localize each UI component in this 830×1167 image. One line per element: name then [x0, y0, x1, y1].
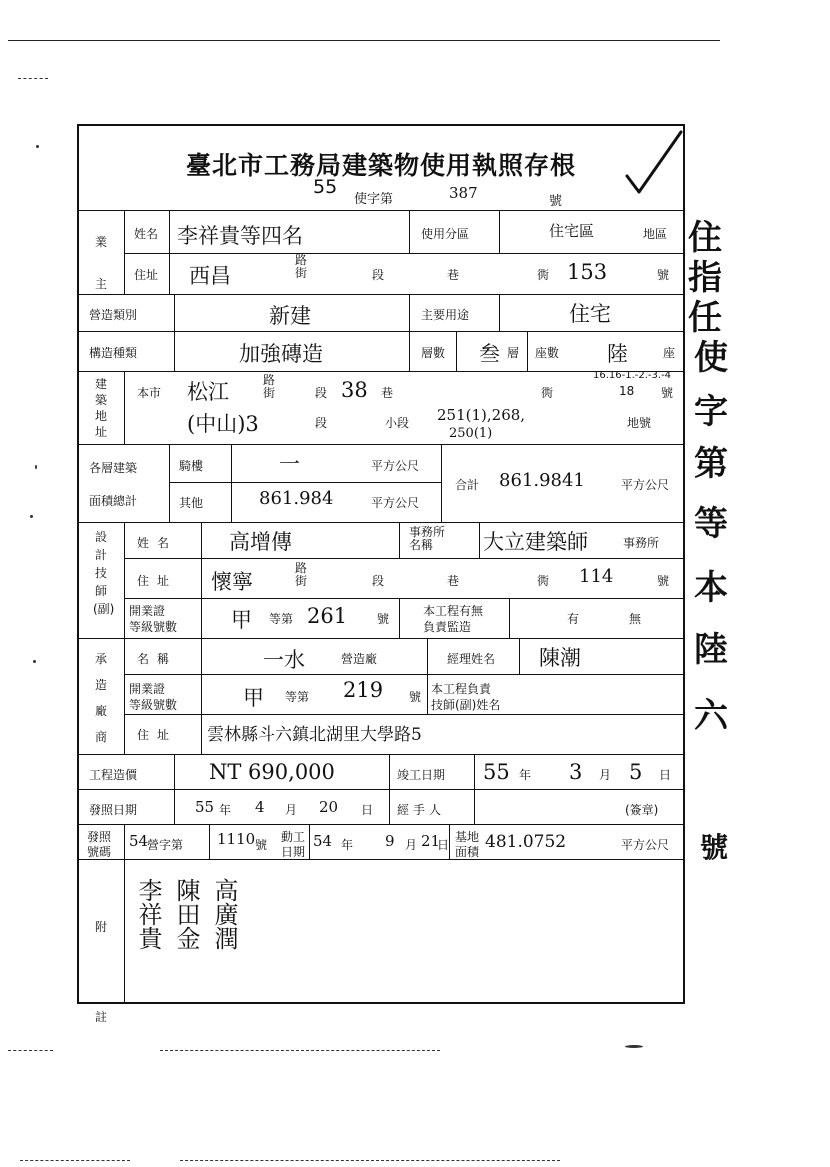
bp-hao-label: 號: [255, 838, 268, 852]
base-label-1: 基地: [455, 830, 480, 844]
layer-label: 層: [507, 346, 520, 360]
sidebar-char: 六: [694, 696, 728, 736]
site-lane-label: 巷: [381, 386, 394, 400]
designer-road: 懷寧: [211, 570, 253, 594]
issue-month: 4: [255, 798, 265, 816]
permit-year: 55: [313, 176, 338, 198]
permit-word: 使字第: [354, 192, 394, 207]
area-label-1: 各層建築: [89, 461, 138, 475]
designer-grade-number: 261: [307, 604, 348, 628]
cost-value: NT 690,000: [209, 760, 335, 784]
contractor-hao-label: 號: [409, 690, 422, 704]
firm-name: 大立建築師: [483, 530, 588, 554]
site-numbers: 16.16-1.-2.-3.-4: [593, 370, 672, 381]
hao-label: 號: [657, 268, 670, 282]
start-day-label: 日: [437, 838, 450, 852]
completion-month: 3: [569, 760, 583, 784]
supervise-label-1: 本工程有無: [423, 604, 484, 618]
scan-mark: [20, 1160, 130, 1161]
base-area: 481.0752: [485, 832, 567, 852]
name-label: 姓名: [134, 227, 159, 241]
main-use-value: 住宅: [569, 302, 611, 326]
this-city-label: 本市: [137, 386, 162, 400]
site-section-label: 段: [315, 386, 328, 400]
total-sqm: 平方公尺: [621, 478, 670, 492]
structure-value: 加強磚造: [239, 342, 323, 366]
note-name-3: 高廣潤: [210, 878, 238, 950]
scan-mark: [8, 1050, 53, 1051]
sidebar-char: 等: [694, 504, 728, 544]
supervise-yes: 有: [567, 612, 580, 626]
sidebar-char: 使: [694, 338, 728, 378]
manager-label: 經理姓名: [447, 652, 496, 666]
start-year: 54: [313, 832, 333, 850]
checkmark-icon: [625, 128, 685, 198]
other-sqm: 平方公尺: [371, 496, 420, 510]
address-label: 住址: [134, 268, 159, 282]
designer-alley-label: 衖: [537, 574, 550, 588]
floors-label: 層數: [421, 346, 446, 360]
completion-label: 竣工日期: [397, 768, 446, 782]
other-area: 861.984: [259, 488, 334, 509]
site-lot2: 250(1): [449, 426, 493, 441]
use-zone-label: 使用分區: [421, 227, 470, 241]
blocks-label: 座數: [535, 346, 560, 360]
scan-speck: [625, 1045, 643, 1048]
site-hao-label: 號: [661, 386, 674, 400]
bp-year: 54: [129, 832, 149, 850]
bp-label-2: 號碼: [87, 845, 112, 859]
supervise-label-2: 負責監造: [423, 620, 472, 634]
designer-number: 114: [579, 566, 614, 587]
designer-road-street-label: 路街: [295, 561, 308, 588]
total-area: 861.9841: [499, 470, 585, 491]
note-name-2: 陳田金: [172, 878, 200, 950]
supervise-no: 無: [629, 612, 642, 626]
scan-speck: [36, 145, 39, 148]
issue-month-label: 月: [285, 803, 298, 817]
license-label-2: 等級號數: [129, 620, 178, 634]
designer-name: 高增傳: [229, 530, 292, 554]
site-district-section: (中山)3: [187, 412, 259, 436]
site-alley-label: 衖: [541, 386, 554, 400]
base-sqm: 平方公尺: [621, 838, 670, 852]
start-year-label: 年: [341, 838, 354, 852]
base-label-2: 面積: [455, 845, 480, 859]
sidebar-char: 任: [688, 298, 722, 338]
top-scan-line: [8, 40, 720, 41]
contractor-address: 雲林縣斗六鎮北湖里大學路5: [207, 725, 422, 745]
start-month-label: 月: [405, 838, 418, 852]
issue-year: 55: [195, 798, 215, 816]
sidebar-char: 第: [694, 444, 728, 484]
alley-label: 衖: [537, 268, 550, 282]
scan-speck: [30, 515, 33, 518]
contractor-label: 承造廠商: [94, 652, 107, 744]
floors-value: 叁: [479, 342, 500, 366]
completion-day-label: 日: [659, 768, 672, 782]
land-no-label: 地號: [627, 416, 652, 430]
bp-word: 營字第: [147, 838, 184, 852]
scan-mark: [160, 1050, 440, 1051]
scan-speck: [35, 465, 37, 469]
sidebar-char: 本: [694, 568, 728, 608]
site-lot1: 251(1),268,: [437, 406, 526, 424]
manager-name: 陳潮: [539, 646, 581, 670]
lane-label: 巷: [447, 268, 460, 282]
contractor-license-1: 開業證: [129, 682, 166, 696]
contractor-name: 一水: [263, 648, 305, 672]
license-label-1: 開業證: [129, 604, 166, 618]
designer-grade-label: 等第: [269, 612, 294, 626]
notes-label: 附註: [94, 920, 107, 1024]
firm-suffix: 事務所: [623, 536, 660, 550]
sidebar-char: 住: [688, 218, 722, 258]
arcade-sqm: 平方公尺: [371, 459, 420, 473]
sidebar-end-char: 號: [700, 831, 729, 864]
permit-suffix: 號: [549, 194, 563, 209]
owner-number: 153: [567, 260, 608, 284]
completion-day: 5: [629, 760, 643, 784]
permit-number: 387: [449, 184, 478, 202]
contractor-grade-number: 219: [343, 678, 384, 702]
designer-lane-label: 巷: [447, 574, 460, 588]
form-title: 臺北市工務局建築物使用執照存根: [185, 151, 576, 180]
completion-year: 55: [483, 760, 510, 784]
arcade-area: 一: [279, 452, 300, 476]
start-month: 9: [385, 832, 395, 850]
blocks-value: 陸: [607, 342, 628, 366]
sidebar-char: 指: [688, 258, 722, 298]
designer-grade: 甲: [231, 608, 252, 632]
site-section2-label: 段: [315, 416, 328, 430]
seat-label: 座: [663, 346, 676, 360]
issue-day-label: 日: [361, 803, 374, 817]
issue-date-label: 發照日期: [89, 803, 138, 817]
zone-value: 住宅區: [549, 222, 595, 240]
site-number2: 18: [619, 384, 635, 398]
issue-day: 20: [319, 798, 339, 816]
contractor-name-label: 名稱: [137, 652, 178, 666]
owner-road: 西昌: [189, 264, 231, 288]
site-label: 建築地址: [94, 377, 107, 439]
site-lane-value: 38: [341, 378, 368, 402]
start-day: 21: [421, 832, 441, 850]
usage-permit-stub-form: [77, 124, 685, 1024]
scan-mark: [18, 78, 48, 79]
section-label: 段: [372, 268, 385, 282]
total-label: 合計: [455, 478, 480, 492]
contractor-address-label: 住址: [137, 728, 178, 742]
scan-speck: [33, 660, 36, 663]
area-label-2: 面積總計: [89, 494, 138, 508]
site-road: 松江: [187, 380, 229, 404]
handler-label: 經手人: [397, 803, 446, 817]
build-type-value: 新建: [269, 304, 311, 328]
contractor-grade-label: 等第: [285, 690, 310, 704]
arcade-label: 騎樓: [179, 459, 204, 473]
structure-label: 構造種類: [89, 346, 138, 360]
designer-label: 設計技師(副): [93, 530, 115, 616]
designer-name-label: 姓名: [137, 536, 178, 550]
cost-label: 工程造價: [89, 768, 138, 782]
build-type-label: 營造類別: [89, 308, 138, 322]
zone-suffix: 地區: [643, 227, 668, 241]
main-use-label: 主要用途: [421, 308, 470, 322]
site-road-street-label: 路街: [263, 373, 276, 400]
bp-label-1: 發照: [87, 830, 112, 844]
road-street-label: 路街: [295, 253, 308, 280]
designer-section-label: 段: [372, 574, 385, 588]
firm-label: 事務所名稱: [409, 525, 446, 552]
owner-name: 李祥貴等四名: [177, 224, 303, 248]
small-section-label: 小段: [385, 416, 410, 430]
contractor-grade: 甲: [243, 686, 264, 710]
issue-year-label: 年: [219, 803, 232, 817]
sidebar-char: 陸: [694, 630, 728, 670]
factory-label: 營造廠: [341, 652, 378, 666]
engineer-label-1: 本工程負責: [431, 682, 492, 696]
completion-year-label: 年: [519, 768, 532, 782]
sidebar-char: 字: [694, 392, 728, 432]
designer-hao2-label: 號: [377, 612, 390, 626]
note-name-1: 李祥貴: [134, 878, 162, 950]
other-label: 其他: [179, 496, 204, 510]
owner-label: 業主: [94, 235, 107, 291]
sign-label: (簽章): [625, 803, 659, 817]
start-label-1: 動工: [281, 830, 306, 844]
bp-number: 1110: [217, 830, 256, 848]
designer-hao-label: 號: [657, 574, 670, 588]
completion-month-label: 月: [599, 768, 612, 782]
scan-mark: [180, 1160, 560, 1161]
start-label-2: 日期: [281, 845, 306, 859]
designer-address-label: 住址: [137, 574, 178, 588]
contractor-license-2: 等級號數: [129, 698, 178, 712]
engineer-label-2: 技師(副)姓名: [431, 698, 501, 712]
